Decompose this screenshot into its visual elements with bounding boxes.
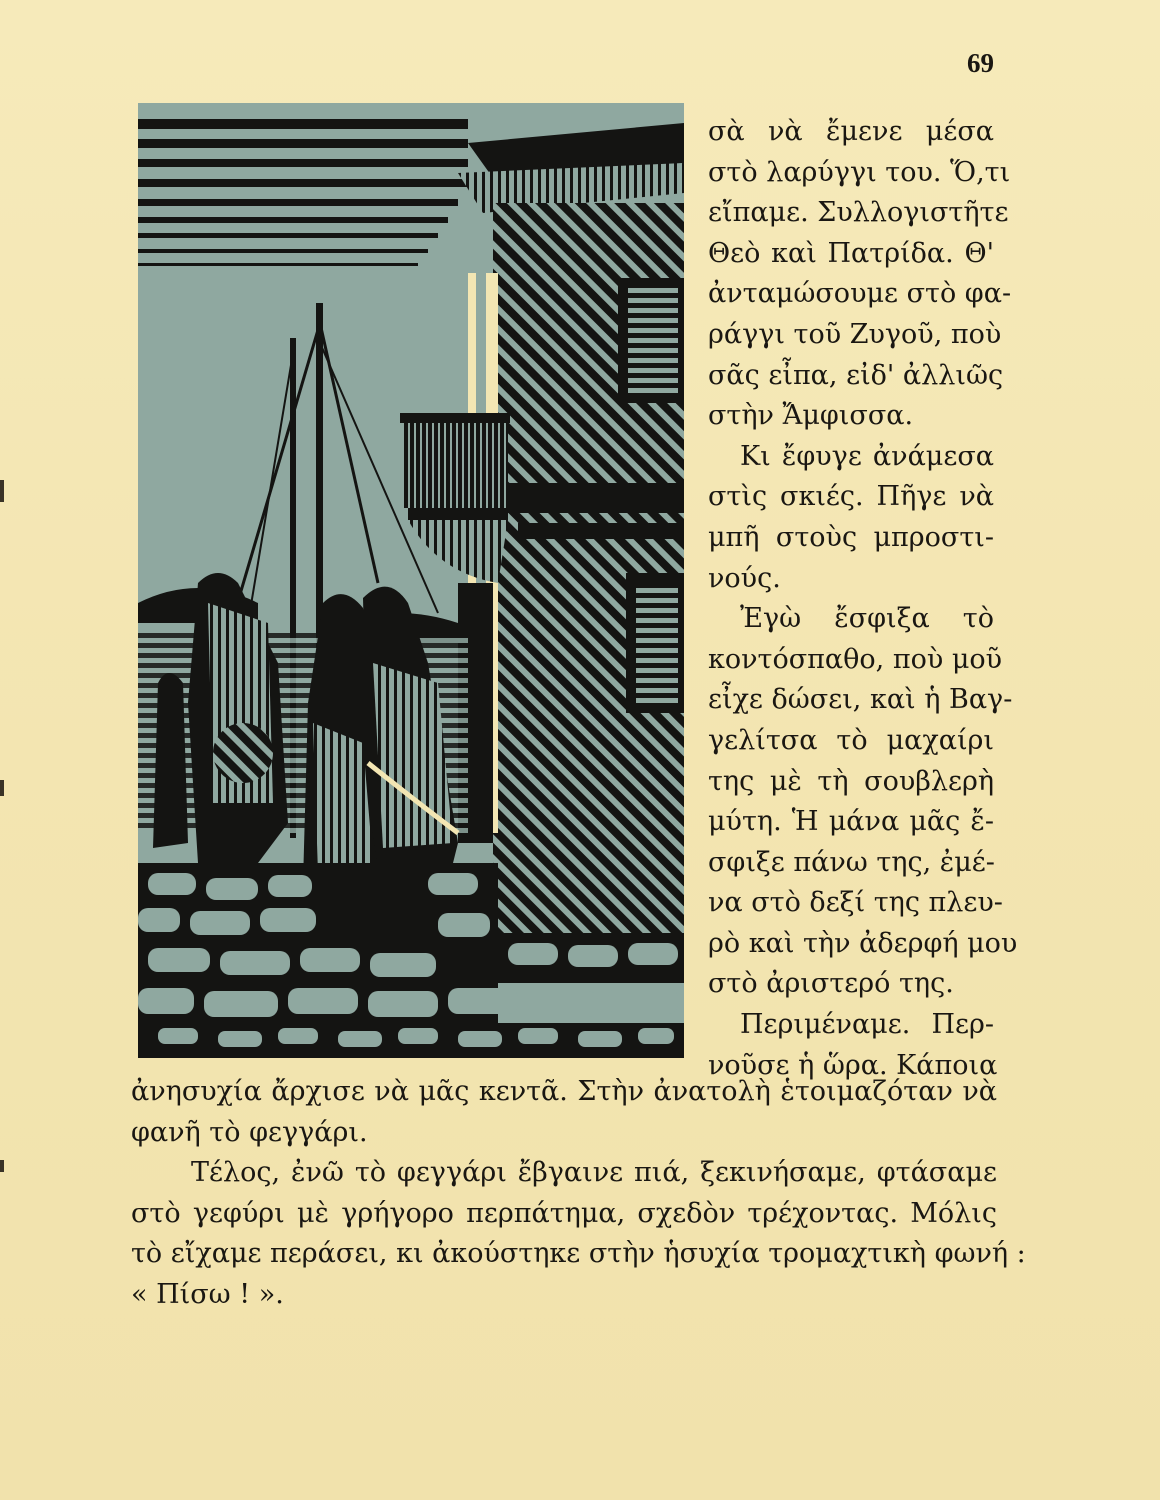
text-line: ἀνταμώσουμε στὸ φα- — [708, 278, 1012, 310]
text-line: εἶχε δώσει, καὶ ἡ Βαγ- — [708, 684, 1013, 716]
text-line: της μὲ τὴ σουβλερὴ — [708, 765, 994, 797]
text-line: Ἐγὼ ἔσφιξα τὸ — [740, 603, 994, 635]
text-line: μύτη. Ἡ μάνα μᾶς ἔ- — [708, 806, 994, 838]
narrow-text-column — [708, 112, 1018, 1086]
text-line: σφιξε πάνω της, ἐμέ- — [708, 846, 995, 878]
full-width-text — [131, 1072, 1026, 1316]
text-line: στὸ λαρύγγι του. Ὅ,τι — [708, 156, 1011, 188]
text-line: μπῆ στοὺς μπροστι- — [708, 521, 994, 553]
woodcut-drawing — [138, 103, 684, 1058]
text-line: Περιμέναμε. Περ- — [740, 1009, 994, 1041]
text-line: νούς. — [708, 562, 781, 594]
text-line: ράγγι τοῦ Ζυγοῦ, ποὺ — [708, 318, 1002, 350]
text-line: ἀνησυχία ἄρχισε νὰ μᾶς κεντᾶ. Στὴν ἀνατολὴ ἑτοιμαζόταν νὰ — [131, 1076, 997, 1107]
page-number: 69 — [967, 48, 994, 78]
text-line: « Πίσω ! ». — [131, 1278, 284, 1310]
text-line: σᾶς εἶπα, εἰδ' ἀλλιῶς — [708, 359, 1004, 391]
text-line: να στὸ δεξί της πλευ- — [708, 887, 1003, 919]
binding-edge-mark — [0, 780, 4, 796]
text-line: τὸ εἴχαμε περάσει, κι ἀκούστηκε στὴν ἡσυχία τρομαχτικὴ φωνή : — [131, 1238, 1026, 1270]
text-line: σὰ νὰ ἔμενε μέσα — [708, 116, 994, 147]
binding-edge-mark — [0, 1160, 4, 1172]
text-line: γελίτσα τὸ μαχαίρι — [708, 724, 994, 756]
text-line: Θεὸ καὶ Πατρίδα. Θ' — [708, 237, 994, 269]
text-line: Τέλος, ἐνῶ τὸ φεγγάρι ἔβγαινε πιά, ξεκινήσαμε, φτάσαμε — [191, 1157, 997, 1189]
text-line: κοντόσπαθο, ποὺ μοῦ — [708, 643, 1003, 675]
text-line: φανῆ τὸ φεγγάρι. — [131, 1116, 368, 1148]
binding-edge-mark — [0, 480, 4, 502]
woodcut-illustration — [138, 103, 684, 1058]
text-line: στὶς σκιές. Πῆγε νὰ — [708, 481, 994, 513]
text-line: εἴπαμε. Συλλογιστῆτε — [708, 197, 1009, 229]
text-line: νοῦσε ἡ ὥρα. Κάποια — [708, 1049, 998, 1081]
text-line: στὴν Ἄμφισσα. — [708, 400, 914, 432]
text-line: στὸ ἀριστερό της. — [708, 968, 954, 1000]
text-line: Κι ἔφυγε ἀνάμεσα — [740, 440, 994, 472]
text-line: στὸ γεφύρι μὲ γρήγορο περπάτημα, σχεδὸν τρέχοντας. Μόλις — [131, 1197, 997, 1229]
text-line: ρὸ καὶ τὴν ἀδερφή μου — [708, 927, 1018, 959]
